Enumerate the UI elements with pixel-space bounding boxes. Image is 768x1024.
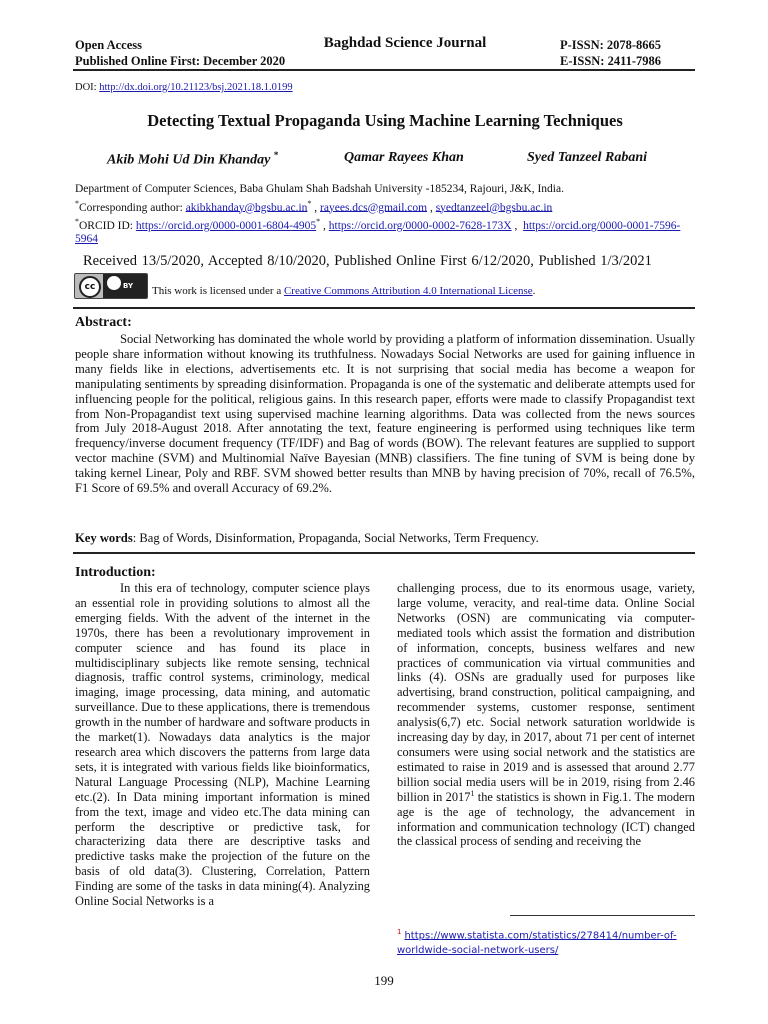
p-issn: P-ISSN: 2078-8665	[560, 38, 662, 52]
cc-by-text: BY	[123, 282, 134, 290]
author-1-mark: *	[273, 150, 279, 160]
orcid-label: ORCID ID:	[79, 219, 136, 232]
doi-link[interactable]: http://dx.doi.org/10.21123/bsj.2021.18.1.0199	[99, 82, 293, 93]
header-right	[560, 37, 661, 69]
author-1	[107, 150, 278, 169]
orcid-mark: *	[75, 216, 79, 226]
keywords-text: : Bag of Words, Disinformation, Propaganda, Social Networks, Term Frequency.	[132, 531, 539, 545]
introduction-heading: Introduction:	[75, 565, 156, 580]
keywords-line	[75, 531, 539, 546]
footnote-divider	[510, 915, 695, 916]
header-divider	[73, 69, 695, 71]
email-3-link[interactable]: syedtanzeel@bgsbu.ac.in	[435, 201, 553, 214]
cc-by-badge-icon[interactable]	[74, 273, 148, 299]
corresponding-label: Corresponding author:	[79, 201, 186, 214]
orcid-3-link[interactable]: https://orcid.org/0000-0001-7596-5964	[75, 219, 681, 246]
cc-attribution-person-icon	[107, 276, 121, 290]
cc-logo-icon: cc	[79, 276, 101, 298]
keywords-label: Key words	[75, 531, 133, 545]
author-3	[527, 150, 647, 166]
footnote-ref-mark: 1	[470, 788, 475, 798]
email-1-mark: *	[307, 198, 312, 208]
open-access-label: Open Access	[75, 38, 143, 52]
footnote	[397, 925, 695, 958]
orcid-1-link[interactable]: https://orcid.org/0000-0001-6804-4905	[135, 219, 317, 232]
published-first-label: Published Online First: December 2020	[75, 54, 286, 68]
e-issn: E-ISSN: 2411-7986	[560, 54, 662, 68]
orcid-line: *ORCID ID: https://orcid.org/0000-0001-6804-4905* , https://orcid.org/0000-0002-7628-173X , https://orcid.org/0000-0001-7596-5964	[75, 216, 681, 246]
header-left	[75, 37, 285, 69]
license-line	[152, 285, 535, 297]
footnote-link[interactable]: https://www.statista.com/statistics/278414/number-of-worldwide-social-network-users/	[397, 930, 677, 957]
email-2-link[interactable]: rayees.dcs@gmail.com	[320, 201, 428, 214]
journal-name: Baghdad Science Journal	[323, 35, 487, 51]
department: Department of Computer Sciences, Baba Ghulam Shah Badshah University -185234, Rajouri, J&K, India.	[75, 183, 564, 195]
orcid-2-link[interactable]: https://orcid.org/0000-0002-7628-173X	[328, 219, 512, 232]
abstract-heading: Abstract:	[75, 315, 132, 330]
keywords-divider	[73, 552, 695, 554]
right-column-text-b: the statistics is shown in Fig.1. The modern age is the age of technology, the advancement in information and communication technology (ICT) changed the classical process of sending and receiving the	[397, 789, 695, 849]
email-1-link[interactable]: akibkhanday@bgsbu.ac.in	[185, 201, 308, 214]
publication-dates: Received 13/5/2020, Accepted 8/10/2020, Published Online First 6/12/2020, Published 1/3/2021	[83, 253, 652, 269]
orcid-1-mark: *	[316, 216, 321, 226]
introduction-left-column: In this era of technology, computer science plays an essential role in providing solutions to almost all the emerging fields. With the advent of the internet in the 1970s, there has been a revolutionary improvement in computer science and has found its place in multidisciplinary subjects like remote sensing, technical diagnosis, traffic control systems, criminology, medical imaging, image processing, data mining, and automatic surveillance. Due to these applications, there is tremendous growth in the number of hardware and software products in the market(1). Nowadays data analytics is the major research area which discovers the patterns from large data sets, it is integrated with various fields like bioinformatics, Natural Language Processing (NLP), Machine Learning etc.(2). In Data mining important information is mined from the text, image and video etc.The data mining can perform the descriptive or predictive task, for characterizing data there are descriptive tasks and predictive tasks make the projection of the future on the basis of old data(3). Clustering, Correlation, Pattern Finding are some of the tasks in data mining(4). Analyzing Online Social Networks is a	[75, 581, 370, 909]
license-end: .	[532, 285, 536, 297]
author-2	[344, 150, 464, 166]
right-column-text-a: challenging process, due to its enormous usage, variety, large volume, veracity, and real-time data. Online Social Networks (OSN) are communicating via computer-mediated tools which assist the formation and distribution of information, concepts, business welfares and new practices of communication via virtual communities and links (4). OSNs are gradually used for purposes like advertising, brand construction, political campaigning, and recommender systems, customer response, sentiment analysis(6,7) etc. Social network saturation worldwide is increasing day by day, in 2017, about 71 per cent of internet consumers were using social network and the statistics are estimated to raise in 2019 and is assessed that around 2.77 billion social media users will be in 2019, rising from 2.46 billion in 2017	[397, 581, 695, 804]
affiliation-block	[75, 183, 700, 247]
license-text: This work is licensed under a	[152, 285, 284, 297]
corresponding-mark: *	[75, 198, 79, 208]
introduction-right-column	[397, 581, 695, 849]
page-number: 199	[374, 973, 394, 988]
abstract-top-divider	[73, 307, 695, 309]
footnote-mark: 1	[397, 928, 402, 936]
abstract-body: Social Networking has dominated the whole world by providing a platform of information dissemination. Usually people share information without knowing its truthfulness. Nowadays Social Networks are used for gaining influence in many fields like in elections, advertisements etc. It is not surprising that social media has become a weapon for manipulating sentiments by spreading disinformation. Propaganda is one of the systematic and deliberate attempts used for influencing people for the political, religious gains. In this research paper, efforts were made to classify Propagandist text from Non-Propagandist text using supervised machine learning algorithms. Data was collected from the news sources from July 2018-August 2018. After annotating the text, feature engineering is performed using techniques like term frequency/inverse document frequency (TF/IDF) and Bag of words (BOW). The relevant features are supplied to support vector machine (SVM) and Multinomial Naïve Bayesian (MNB) classifiers. The fine tuning of SVM is being done by taking kernel Linear, Poly and RBF. SVM showed better results than MNB by having precision of 70%, recall of 76.5%, F1 Score of 69.5% and overall Accuracy of 69.2%.	[75, 332, 695, 496]
doi-line	[75, 82, 293, 93]
author-3-name: Syed Tanzeel Rabani	[527, 150, 648, 165]
paper-title: Detecting Textual Propaganda Using Machine Learning Techniques	[147, 111, 623, 130]
author-1-name: Akib Mohi Ud Din Khanday	[107, 152, 271, 168]
corresponding-line: *Corresponding author: akibkhanday@bgsbu.ac.in* , rayees.dcs@gmail.com , syedtanzeel@bgsbu.ac.in	[75, 198, 553, 214]
license-link[interactable]: Creative Commons Attribution 4.0 International License	[283, 285, 533, 297]
author-2-name: Qamar Rayees Khan	[344, 150, 464, 165]
doi-label: DOI:	[75, 82, 97, 93]
